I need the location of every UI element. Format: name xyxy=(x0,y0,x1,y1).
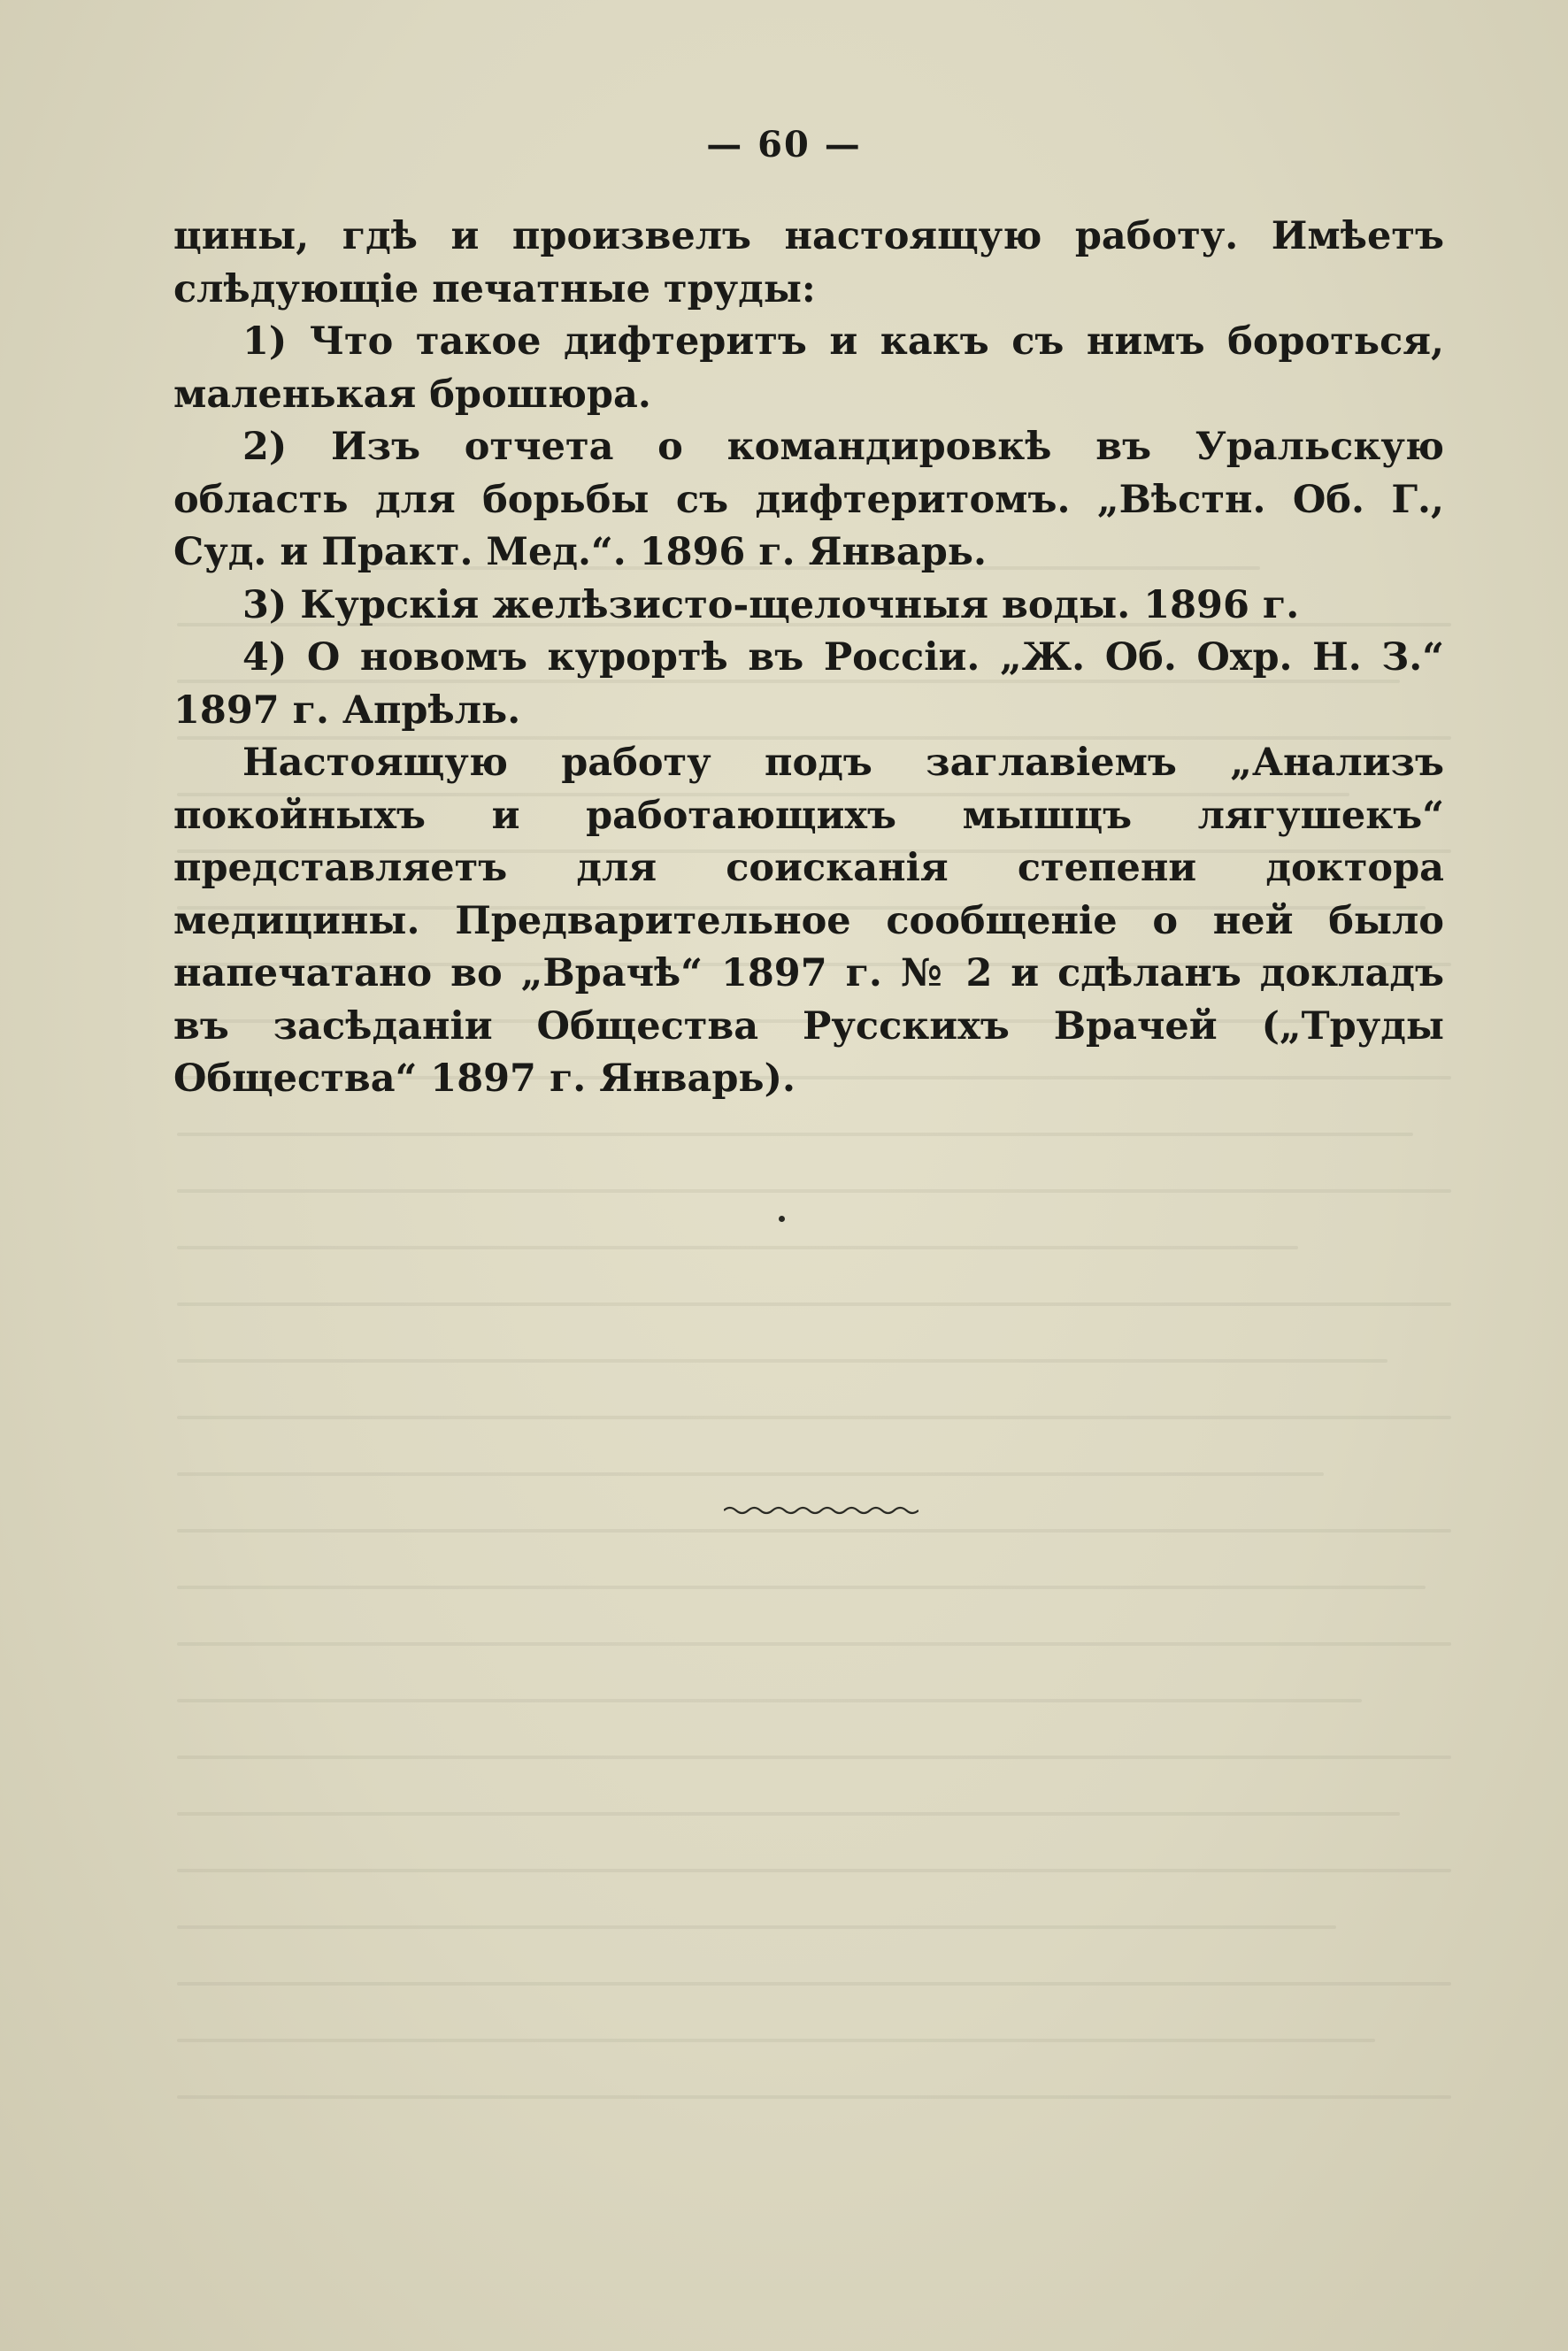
ink-speck xyxy=(779,1216,785,1222)
paragraph-item-2: 2) Изъ отчета о командировкѣ въ Уральскую область для борьбы съ дифтеритомъ. „Вѣстн. Об. Г., Суд. и Практ. Мед.“. 1896 г. Январь. xyxy=(173,425,1444,574)
paragraph-continuation: цины, гдѣ и произвелъ настоящую работу. Имѣетъ слѣдующіе печатные труды: xyxy=(173,214,1444,311)
page-number: — 60 — xyxy=(706,124,862,165)
wavy-divider xyxy=(724,1502,919,1518)
body-text xyxy=(173,211,1444,1106)
paragraph-dissertation-note: Настоящую работу подъ заглавіемъ „Анализъ покойныхъ и работающихъ мышцъ лягушекъ“ представляетъ для соисканія степени доктора медицины. Предварительное сообщеніе о ней было напечатано во „Врачѣ“ 1897 г. № 2 и сдѣланъ докладъ въ засѣданіи Общества Русскихъ Врачей („Труды Общества“ 1897 г. Январь). xyxy=(173,741,1444,1101)
paragraph-item-1: 1) Что такое дифтеритъ и какъ съ нимъ бороться, маленькая брошюра. xyxy=(173,319,1444,417)
paragraph-item-4: 4) О новомъ курортѣ въ Россіи. „Ж. Об. Охр. Н. З.“ 1897 г. Апрѣль. xyxy=(173,635,1444,733)
paragraph-item-3: 3) Курскія желѣзисто-щелочныя воды. 1896 г. xyxy=(242,582,1300,627)
